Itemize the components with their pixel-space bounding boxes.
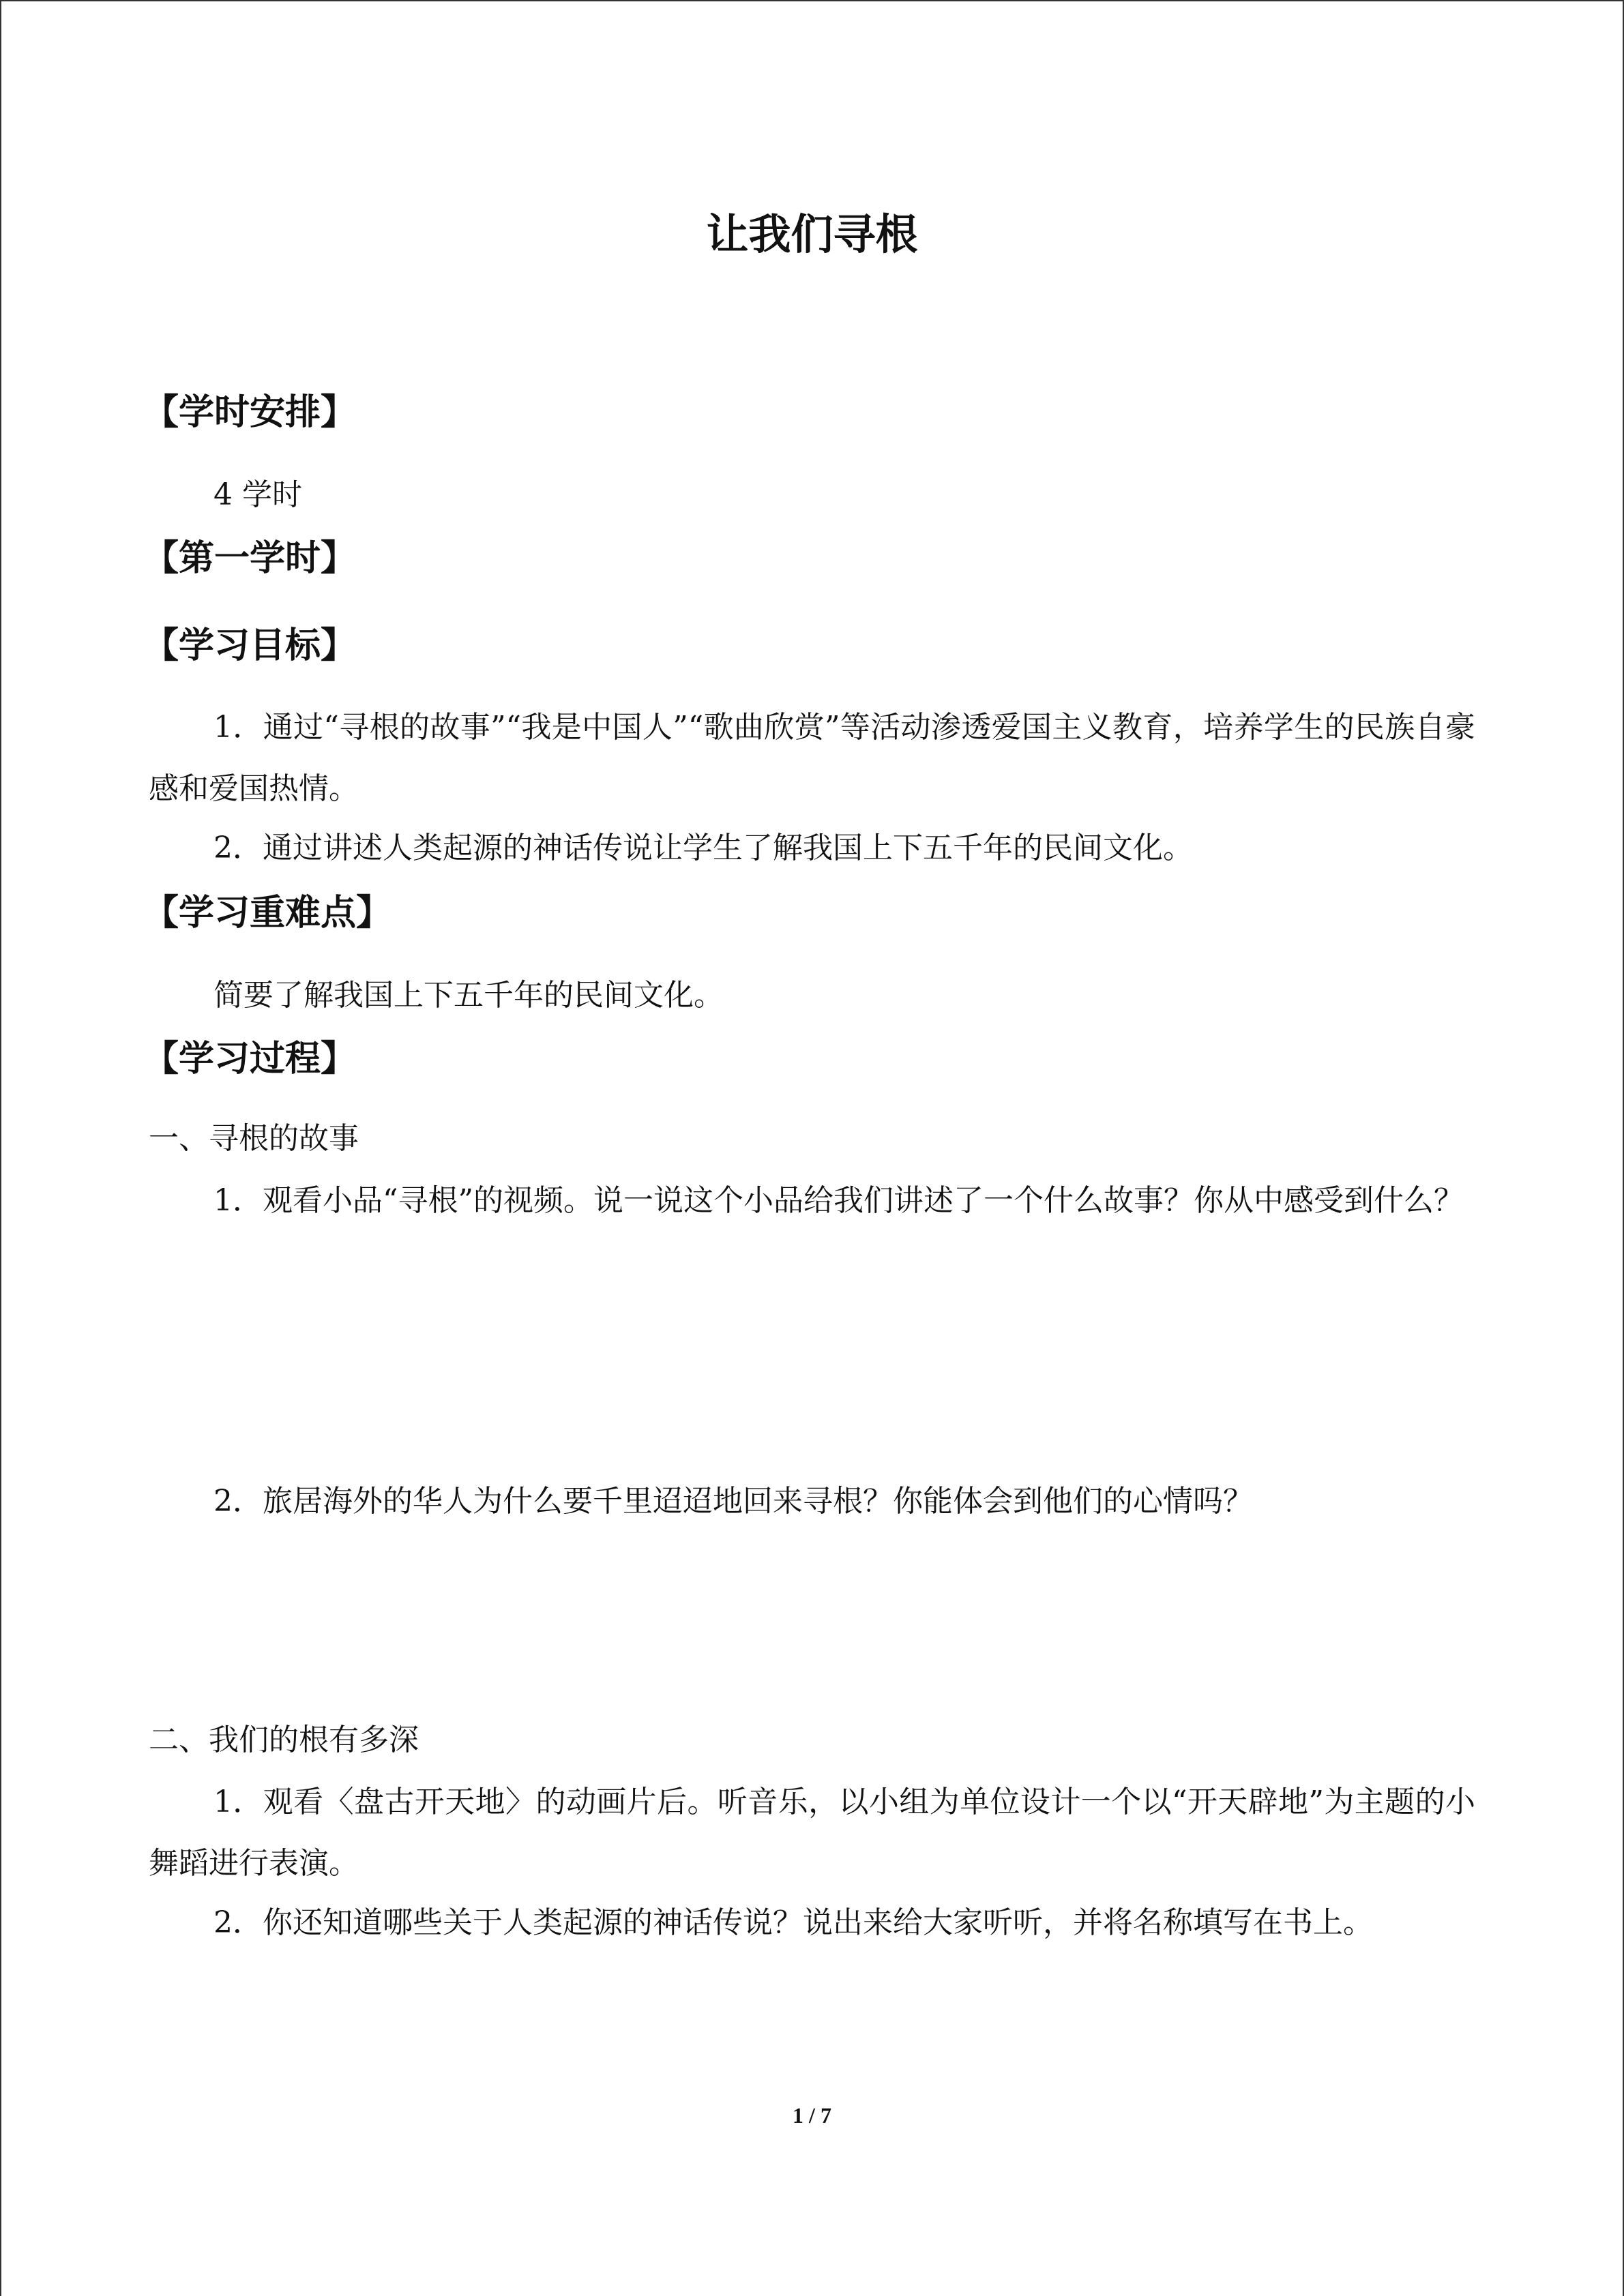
part1-title: 一、寻根的故事 bbox=[149, 1121, 359, 1156]
page-number: 1 / 7 bbox=[793, 2103, 831, 2128]
goal-item-2: 2．通过讲述人类起源的神话传说让学生了解我国上下五千年的民间文化。 bbox=[213, 831, 1193, 865]
key-points-heading: 【学习重难点】 bbox=[143, 892, 392, 934]
schedule-heading: 【学时安排】 bbox=[143, 391, 357, 433]
part2-title: 二、我们的根有多深 bbox=[149, 1723, 419, 1757]
process-heading: 【学习过程】 bbox=[143, 1038, 357, 1079]
goal-item-1: 1．通过“寻根的故事”“我是中国人”“歌曲欣赏”等活动渗透爱国主义教育，培养学生的民族自豪感和爱国热情。 bbox=[149, 710, 1475, 806]
first-lesson-heading: 【第一学时】 bbox=[143, 537, 357, 579]
key-points-value: 简要了解我国上下五千年的民间文化。 bbox=[213, 978, 724, 1013]
part1-question-1: 1．观看小品“寻根”的视频。说一说这个小品给我们讲述了一个什么故事？你从中感受到什么？ bbox=[213, 1183, 1464, 1218]
page-title: 让我们寻根 bbox=[706, 209, 918, 259]
goals-heading: 【学习目标】 bbox=[143, 625, 357, 666]
part1-question-2: 2．旅居海外的华人为什么要千里迢迢地回来寻根？你能体会到他们的心情吗？ bbox=[213, 1484, 1253, 1519]
part2-question-1: 1．观看〈盘古开天地〉的动画片后。听音乐，以小组为单位设计一个以“开天辟地”为主题的小舞蹈进行表演。 bbox=[149, 1785, 1475, 1881]
part2-question-2: 2．你还知道哪些关于人类起源的神话传说？说出来给大家听听，并将名称填写在书上。 bbox=[213, 1905, 1373, 1940]
schedule-value: 4 学时 bbox=[213, 477, 302, 512]
